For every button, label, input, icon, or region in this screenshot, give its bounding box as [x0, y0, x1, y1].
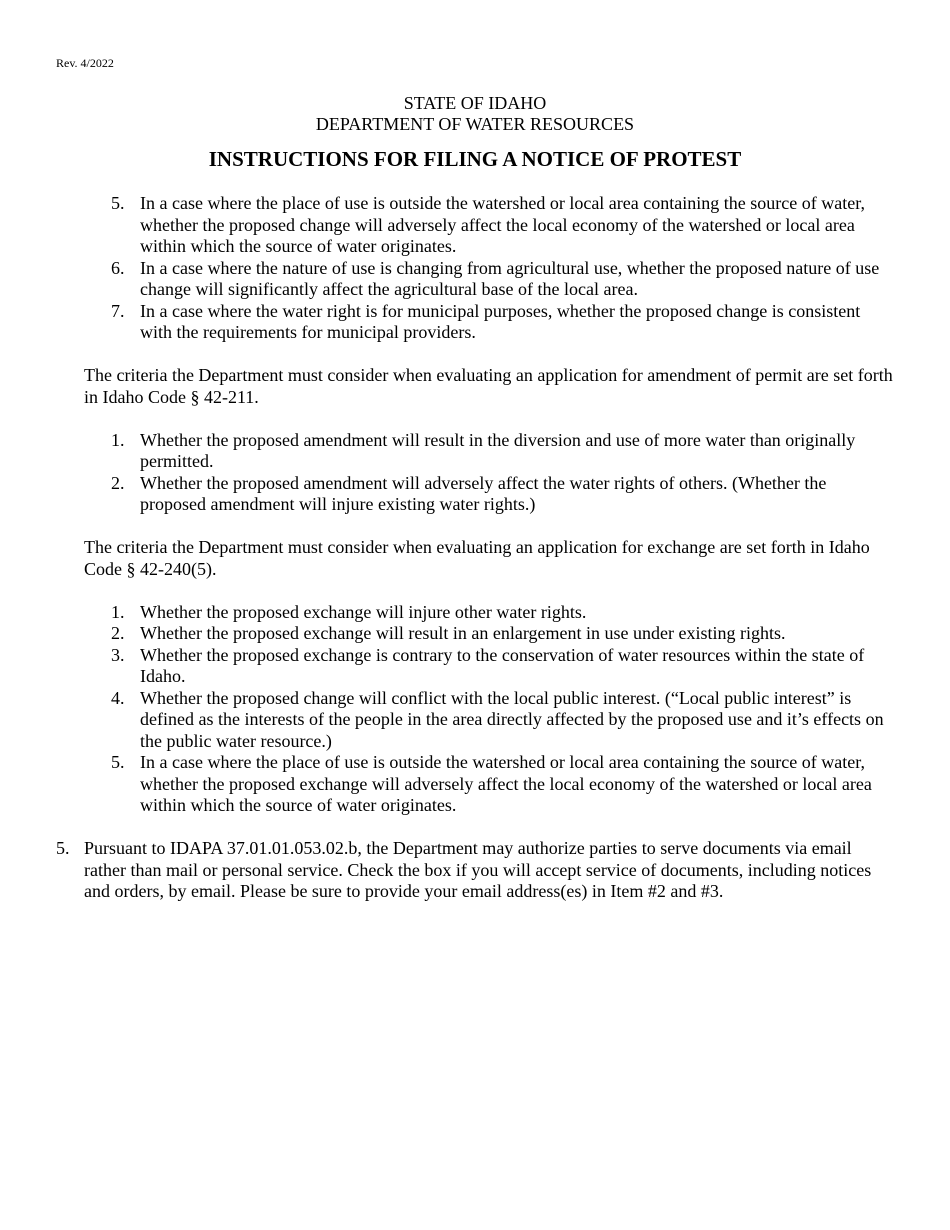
list-item-text: Whether the proposed exchange will result in an enlargement in use under existing rights.	[140, 623, 786, 643]
list-item	[0, 473, 950, 516]
email-service-instruction	[0, 838, 950, 903]
amendment-criteria-list	[0, 430, 950, 516]
spacer	[0, 580, 950, 602]
list-item-text: Whether the proposed change will conflict with the local public interest. (“Local public interest” is defined as the interests of the people in the area directly affected by the proposed use and it’s effects on the public water resource.)	[140, 687, 884, 751]
list-item-number: 2.	[111, 623, 125, 643]
spacer	[0, 408, 950, 430]
list-item	[0, 430, 950, 473]
list-item	[0, 645, 950, 688]
spacer	[0, 817, 950, 839]
spacer	[0, 344, 950, 366]
list-item-text: In a case where the water right is for municipal purposes, whether the proposed change is consistent with the requirements for municipal providers.	[140, 300, 861, 342]
list-item-text: In a case where the place of use is outside the watershed or local area containing the source of water, whether the proposed exchange will adversely affect the local economy of the watershed or local area within which the source of water originates.	[140, 752, 872, 815]
agency-department	[0, 114, 950, 135]
document-body	[0, 193, 950, 903]
exchange-criteria-list	[0, 602, 950, 817]
list-item-number: 7.	[111, 300, 125, 321]
list-item-text: In a case where the place of use is outside the watershed or local area containing the source of water, whether the proposed change will adversely affect the local economy of the watershed or local area within which the source of water originates.	[140, 193, 865, 256]
exchange-criteria-paragraph: The criteria the Department must consider when evaluating an application for exchange are set forth in Idaho Code § 42-240(5).	[84, 537, 870, 579]
list-item-number: 4.	[111, 687, 125, 708]
list-item-number: 5.	[111, 193, 125, 213]
list-item-text: Whether the proposed exchange is contrary to the conservation of water resources within the state of Idaho.	[140, 644, 865, 686]
list-item-number: 1.	[111, 601, 125, 622]
instruction-number: 5.	[56, 838, 70, 858]
agency-department-text: DEPARTMENT OF WATER RESOURCES	[315, 114, 635, 134]
revision-date: Rev. 4/2022	[56, 56, 114, 70]
list-item	[0, 193, 950, 258]
list-item-number: 3.	[111, 644, 125, 665]
list-item-text: In a case where the nature of use is changing from agricultural use, whether the proposed nature of use change will significantly affect the agricultural base of the local area.	[140, 257, 880, 299]
list-item	[0, 258, 950, 301]
instruction-text: Pursuant to IDAPA 37.01.01.053.02.b, the Department may authorize parties to serve documents via email rather than mail or personal service. Check the box if you will accept service of documents, including notices and orders, by email. Please be sure to provide your email address(es) in Item #2 and #3.	[84, 838, 872, 901]
page-title: INSTRUCTIONS FOR FILING A NOTICE OF PROTEST	[208, 147, 742, 171]
spacer	[0, 516, 950, 538]
list-item-text: Whether the proposed amendment will adversely affect the water rights of others. (Whether the proposed amendment will injure existing water rights.)	[140, 472, 827, 514]
list-item	[0, 688, 950, 753]
change-criteria-list	[0, 193, 950, 344]
list-item	[0, 752, 950, 817]
list-item-number: 6.	[111, 257, 125, 278]
agency-state	[0, 93, 950, 114]
list-item	[0, 602, 950, 624]
list-item-text: Whether the proposed exchange will injure other water rights.	[140, 601, 587, 622]
list-item-text: Whether the proposed amendment will result in the diversion and use of more water than originally permitted.	[140, 429, 856, 471]
list-item-number: 5.	[111, 752, 125, 772]
list-item	[0, 623, 950, 645]
list-item-number: 2.	[111, 472, 125, 493]
amendment-criteria-paragraph: The criteria the Department must consider when evaluating an application for amendment of permit are set forth in Idaho Code § 42-211.	[84, 365, 893, 407]
list-item-number: 1.	[111, 429, 125, 450]
agency-state-text: STATE OF IDAHO	[403, 93, 547, 113]
list-item	[0, 301, 950, 344]
